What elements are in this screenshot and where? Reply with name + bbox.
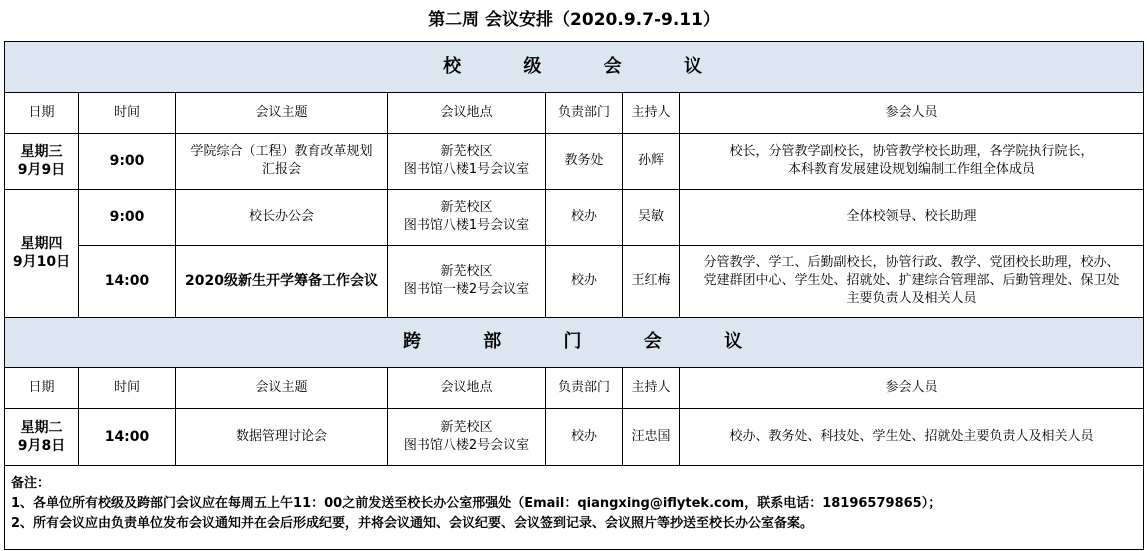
notes-label: 备注： bbox=[11, 475, 51, 491]
location-campus: 新芜校区 bbox=[440, 144, 493, 159]
header-time: 时间 bbox=[79, 92, 176, 133]
time-cell: 9:00 bbox=[79, 189, 176, 245]
host-cell: 吴敏 bbox=[623, 189, 680, 245]
date-cell bbox=[5, 408, 79, 465]
date-cell bbox=[5, 189, 79, 317]
attendees-line: 党建群团中心、学生处、招就处、扩建综合管理部、后勤管理处、保卫处 bbox=[703, 273, 1120, 288]
header-host: 主持人 bbox=[623, 92, 680, 133]
page-title: 第二周 会议安排（2020.9.7-9.11） bbox=[5, 0, 1144, 41]
header-row bbox=[5, 92, 1144, 133]
header-host: 主持人 bbox=[623, 367, 680, 408]
dept-cell: 校办 bbox=[546, 245, 623, 317]
date-day: 9月9日 bbox=[17, 162, 66, 178]
table-row bbox=[5, 245, 1144, 317]
attendees-cell bbox=[680, 245, 1144, 317]
notes-cell bbox=[5, 465, 1144, 549]
dept-cell: 校办 bbox=[546, 189, 623, 245]
date-weekday: 星期四 bbox=[20, 236, 63, 252]
location-campus: 新芜校区 bbox=[440, 419, 493, 435]
header-location: 会议地点 bbox=[388, 367, 546, 408]
location-room: 图书馆八楼1号会议室 bbox=[403, 218, 530, 233]
location-room: 图书馆八楼2号会议室 bbox=[403, 437, 530, 453]
location-cell bbox=[388, 245, 546, 317]
time-cell: 14:00 bbox=[79, 408, 176, 465]
header-topic: 会议主题 bbox=[176, 367, 388, 408]
location-campus: 新芜校区 bbox=[440, 264, 493, 279]
date-cell bbox=[5, 133, 79, 189]
header-location: 会议地点 bbox=[388, 92, 546, 133]
location-campus: 新芜校区 bbox=[440, 200, 493, 215]
host-cell: 孙辉 bbox=[623, 133, 680, 189]
header-row bbox=[5, 367, 1144, 408]
date-day: 9月10日 bbox=[12, 254, 71, 270]
location-room: 图书馆一楼2号会议室 bbox=[403, 282, 530, 297]
section-row-school bbox=[5, 41, 1144, 92]
dept-cell: 校办 bbox=[546, 408, 623, 465]
topic-line: 汇报会 bbox=[261, 162, 301, 177]
date-day: 9月8日 bbox=[17, 437, 66, 454]
header-attendees: 参会人员 bbox=[680, 367, 1144, 408]
attendees-line: 主要负责人及相关人员 bbox=[846, 291, 977, 306]
section-row-cross bbox=[5, 317, 1144, 367]
attendees-cell bbox=[680, 133, 1144, 189]
title-row bbox=[5, 0, 1144, 41]
location-cell bbox=[388, 189, 546, 245]
notes-line-1: 1、各单位所有校级及跨部门会议应在每周五上午11：00之前发送至校长办公室邢强处（Email：qiangxing@iflytek.com，联系电话：18196579865）； bbox=[11, 495, 942, 511]
table-row bbox=[5, 189, 1144, 245]
host-cell: 汪忠国 bbox=[623, 408, 680, 465]
meeting-schedule-table bbox=[4, 0, 1144, 550]
topic-cell: 2020级新生开学筹备工作会议 bbox=[176, 245, 388, 317]
header-date: 日期 bbox=[5, 92, 79, 133]
attendees-line: 分管教学、学工、后勤副校长，协管行政、教学、党团校长助理，校办、 bbox=[703, 255, 1120, 270]
attendees-line: 校长，分管教学副校长，协管教学校长助理，各学院执行院长， bbox=[729, 144, 1094, 159]
location-cell bbox=[388, 133, 546, 189]
location-cell bbox=[388, 408, 546, 465]
table-row bbox=[5, 133, 1144, 189]
header-attendees: 参会人员 bbox=[680, 92, 1144, 133]
time-cell: 9:00 bbox=[79, 133, 176, 189]
topic-cell: 数据管理讨论会 bbox=[176, 408, 388, 465]
notes-row bbox=[5, 465, 1144, 549]
header-dept: 负责部门 bbox=[546, 367, 623, 408]
dept-cell: 教务处 bbox=[546, 133, 623, 189]
section-title-school: 校 级 会 议 bbox=[5, 41, 1144, 92]
location-room: 图书馆八楼1号会议室 bbox=[403, 162, 530, 177]
time-cell: 14:00 bbox=[79, 245, 176, 317]
topic-cell bbox=[176, 133, 388, 189]
header-dept: 负责部门 bbox=[546, 92, 623, 133]
header-topic: 会议主题 bbox=[176, 92, 388, 133]
date-weekday: 星期二 bbox=[20, 419, 63, 436]
date-weekday: 星期三 bbox=[20, 144, 63, 160]
attendees-cell: 校办、教务处、科技处、学生处、招就处主要负责人及相关人员 bbox=[680, 408, 1144, 465]
notes-line-2: 2、所有会议应由负责单位发布会议通知并在会后形成纪要，并将会议通知、会议纪要、会议签到记录、会议照片等抄送至校长办公室备案。 bbox=[11, 515, 814, 531]
topic-cell: 校长办公会 bbox=[176, 189, 388, 245]
table-row bbox=[5, 408, 1144, 465]
topic-line: 学院综合（工程）教育改革规划 bbox=[190, 144, 373, 159]
header-date: 日期 bbox=[5, 367, 79, 408]
attendees-line: 本科教育发展建设规划编制工作组全体成员 bbox=[788, 162, 1036, 177]
header-time: 时间 bbox=[79, 367, 176, 408]
attendees-cell: 全体校领导、校长助理 bbox=[680, 189, 1144, 245]
section-title-cross: 跨 部 门 会 议 bbox=[5, 317, 1144, 367]
host-cell: 王红梅 bbox=[623, 245, 680, 317]
